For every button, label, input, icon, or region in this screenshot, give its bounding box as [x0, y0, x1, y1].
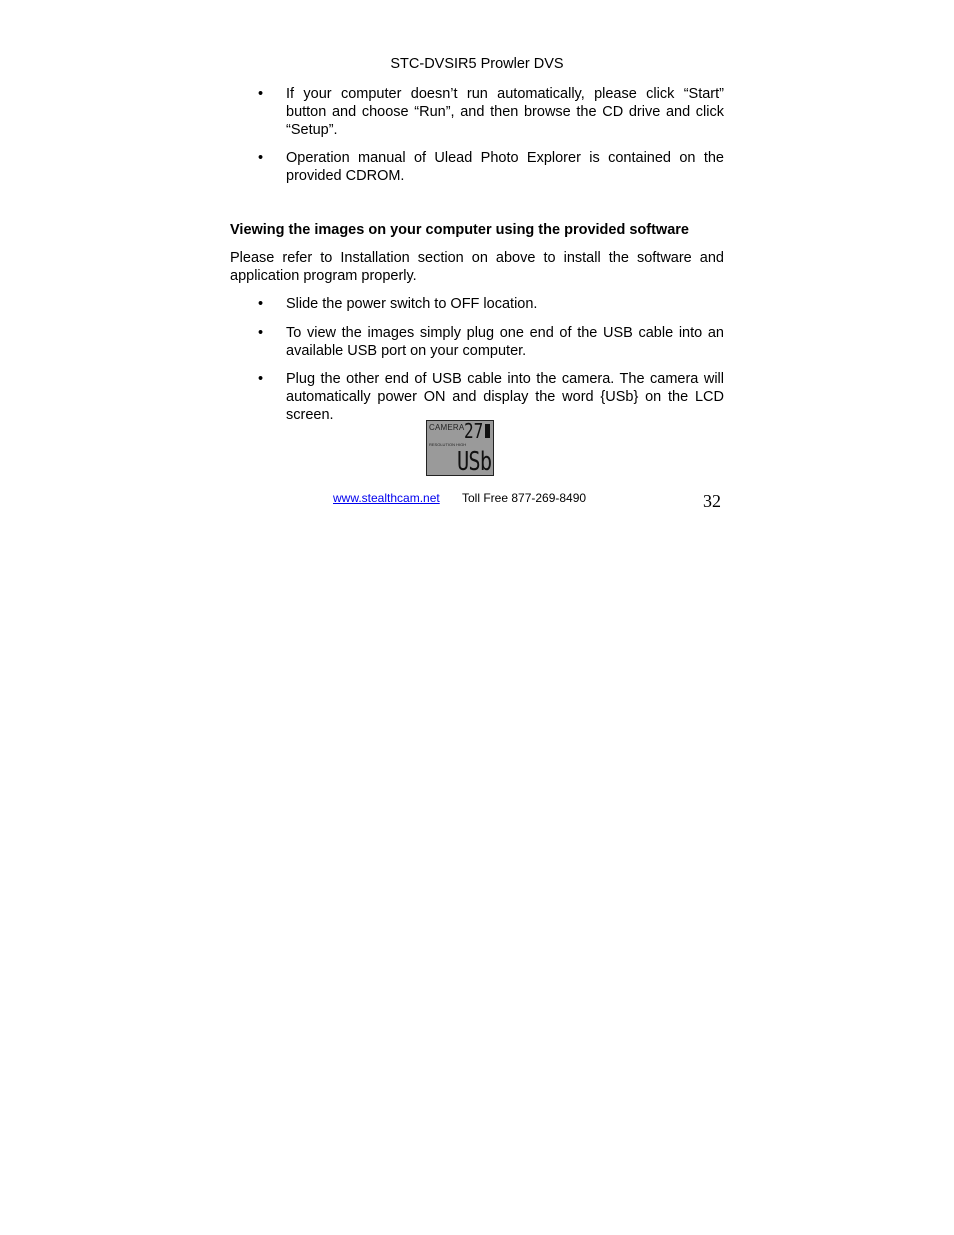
lcd-screen-image — [426, 420, 494, 476]
bullet-icon: • — [258, 86, 264, 102]
list-item-text: If your computer doesn’t run automatically, please click “Start” button and choose “Run”, and then browse the CD drive and click “Setup”. — [286, 86, 724, 138]
page-header: STC-DVSIR5 Prowler DVS — [390, 56, 564, 72]
list-item-text: To view the images simply plug one end of the USB cable into an available USB port on your computer. — [286, 325, 724, 359]
list-item — [258, 295, 724, 313]
bullet-icon: • — [258, 325, 264, 341]
list-item-text: Slide the power switch to OFF location. — [286, 296, 538, 312]
list-item-text: Plug the other end of USB cable into the camera. The camera will automatically power ON and display the word {USb} on the LCD screen. — [286, 371, 724, 423]
battery-icon — [485, 424, 490, 438]
list-item — [258, 370, 724, 424]
page-number: 32 — [703, 491, 721, 511]
bullet-icon: • — [258, 296, 264, 312]
list-item-text: Operation manual of Ulead Photo Explorer is contained on the provided CDROM. — [286, 150, 724, 184]
list-item — [258, 149, 724, 185]
footer-phone: Toll Free 877-269-8490 — [462, 491, 587, 505]
list-item — [258, 85, 724, 139]
bullet-icon: • — [258, 150, 264, 166]
section-paragraph: Please refer to Installation section on above to install the software and application program properly. — [230, 250, 724, 284]
website-link[interactable]: www.stealthcam.net — [333, 491, 440, 505]
bullet-icon: • — [258, 371, 264, 387]
lcd-resolution-label: RESOLUTION HIGH — [429, 442, 467, 447]
section-heading: Viewing the images on your computer using the provided software — [230, 222, 689, 238]
lcd-top-digits: 27 — [464, 419, 484, 443]
list-item — [258, 324, 724, 360]
lcd-main-text: USb — [457, 447, 492, 477]
lcd-mode-label: CAMERA — [429, 423, 465, 432]
